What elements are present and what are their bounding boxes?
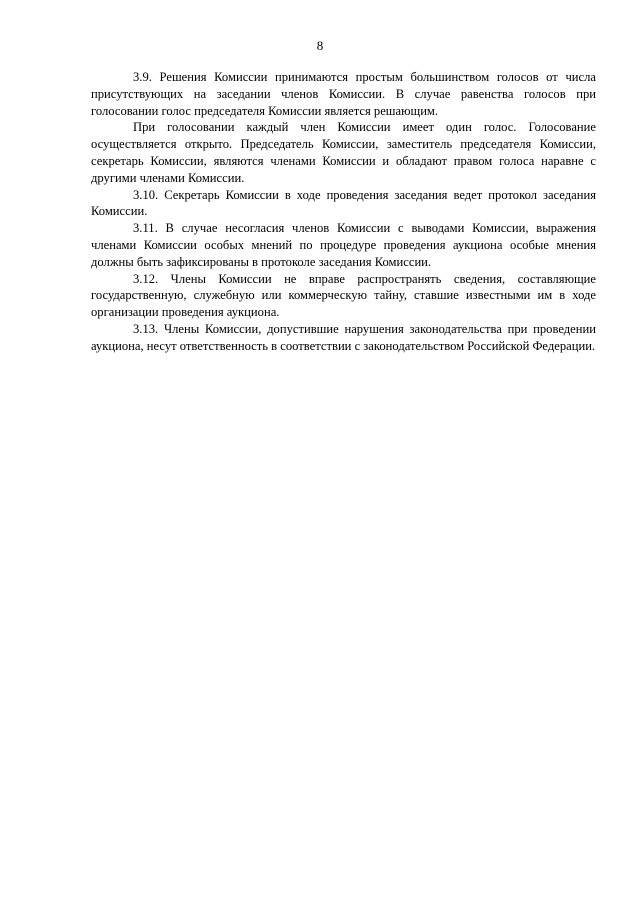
page-number: 8 [316,38,324,53]
paragraph-3-11: 3.11. В случае несогласия членов Комиссии с выводами Комиссии, выражения членами Комиссии особых мнений по процедуре проведения аукциона особые мнения должны быть зафиксированы в протоколе заседания Комиссии. [91,221,596,269]
document-body [91,69,596,355]
paragraph-voting: При голосовании каждый член Комиссии имеет один голос. Голосование осуществляется открыто. Председатель Комиссии, заместитель председателя Комиссии, секретарь Комиссии, являются членами Комиссии и обладают правом голоса наравне с другими членами Комиссии. [91,120,596,185]
paragraph-3-12: 3.12. Члены Комиссии не вправе распространять сведения, составляющие государственную, служебную или коммерческую тайну, ставшие известными им в ходе организации проведения аукциона. [91,271,596,320]
paragraph-3-10: 3.10. Секретарь Комиссии в ходе проведения заседания ведет протокол заседания Комиссии. [91,187,596,219]
paragraph-3-13: 3.13. Члены Комиссии, допустившие нарушения законодательства при проведении аукциона, несут ответственность в соответствии с законодательством Российской Федерации. [91,321,596,353]
paragraph-3-9: 3.9. Решения Комиссии принимаются простым большинством голосов от числа присутствующих на заседании членов Комиссии. В случае равенства голосов при голосовании голос председателя Комиссии является решающим. [91,70,596,118]
